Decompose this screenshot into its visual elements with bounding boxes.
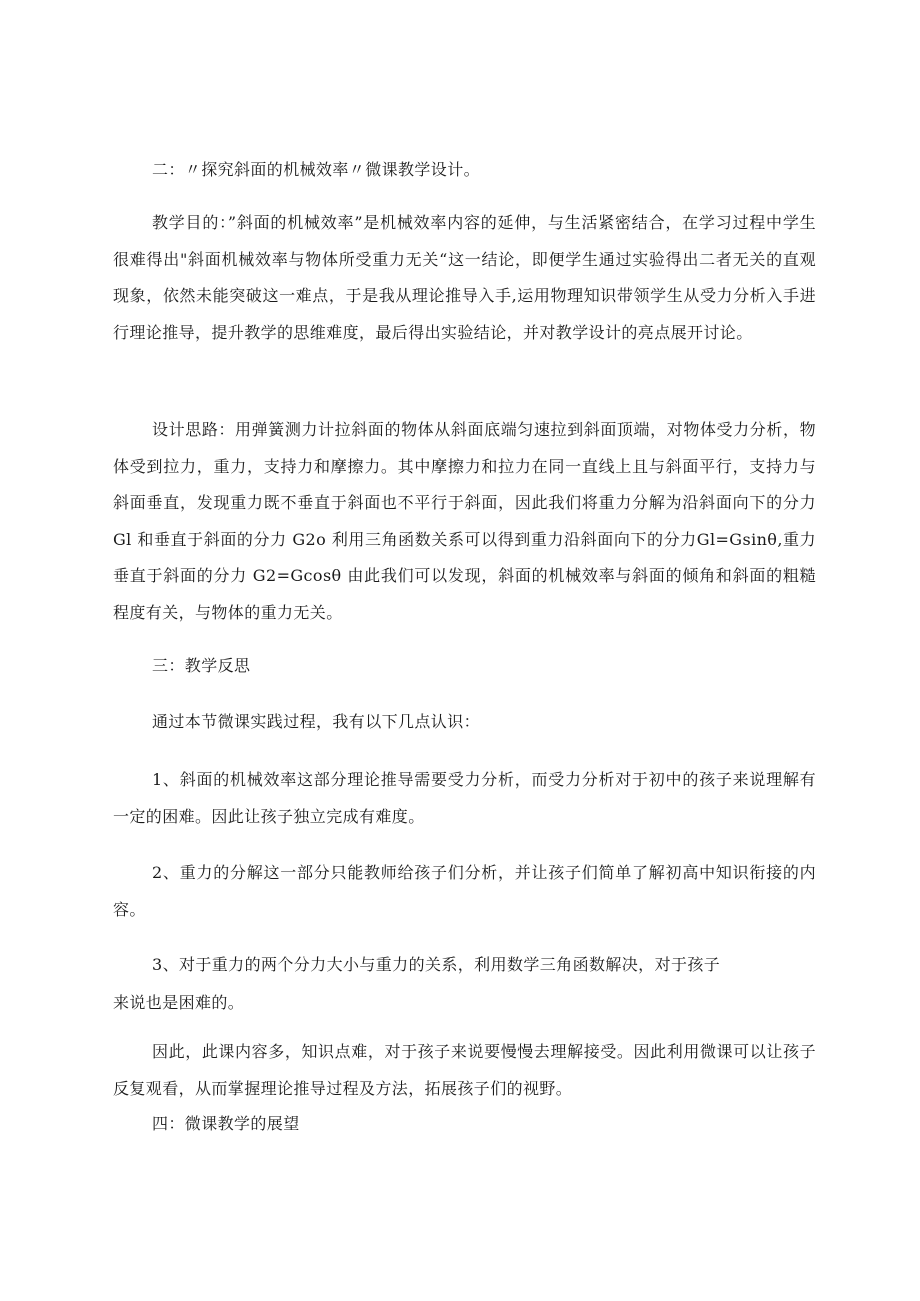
design-idea-paragraph: 设计思路：用弹簧测力计拉斜面的物体从斜面底端匀速拉到斜面顶端，对物体受力分析，物体受到拉力，重力，支持力和摩擦力。其中摩擦力和拉力在同一直线上且与斜面平行，支持力与斜面垂直，发现重力既不垂直于斜面也不平行于斜面，因此我们将重力分解为沿斜面向下的分力 Gl 和垂直于斜面的分力 G2o 利用三角函数关系可以得到重力沿斜面向下的分力Gl=Gsinθ,重力垂直于斜面的分力 G2=Gcosθ 由此我们可以发现，斜面的机械效率与斜面的倾角和斜面的粗糙程度有关，与物体的重力无关。 [113, 420, 816, 622]
reflection-point-2: 2、重力的分解这一部分只能教师给孩子们分析，并让孩子们简单了解初高中知识衔接的内容。 [113, 863, 816, 919]
reflection-point-3-line-1: 3、对于重力的两个分力大小与重力的关系，利用数学三角函数解决，对于孩子 [152, 955, 721, 974]
section-heading-design: 二：〃探究斜面的机械效率〃微课教学设计。 [152, 160, 481, 179]
reflection-point-3-line-2: 来说也是困难的。 [113, 993, 245, 1012]
section-heading-reflection: 三：教学反思 [152, 656, 251, 675]
conclusion-paragraph: 因此，此课内容多，知识点难，对于孩子来说要慢慢去理解接受。因此利用微课可以让孩子反复观看，从而掌握理论推导过程及方法，拓展孩子们的视野。 [113, 1042, 816, 1098]
section-heading-outlook: 四：微课教学的展望 [152, 1114, 300, 1133]
reflection-intro: 通过本节微课实践过程，我有以下几点认识： [152, 712, 481, 731]
reflection-point-1: 1、斜面的机械效率这部分理论推导需要受力分析，而受力分析对于初中的孩子来说理解有一定的困难。因此让孩子独立完成有难度。 [113, 770, 816, 826]
teaching-goal-paragraph: 教学目的：”斜面的机械效率”是机械效率内容的延伸，与生活紧密结合，在学习过程中学生很难得出"斜面机械效率与物体所受重力无关“这一结论，即便学生通过实验得出二者无关的直观现象，依然未能突破这一难点，于是我从理论推导入手,运用物理知识带领学生从受力分析入手进行理论推导，提升教学的思维难度，最后得出实验结论，并对教学设计的亮点展开讨论。 [113, 213, 816, 342]
